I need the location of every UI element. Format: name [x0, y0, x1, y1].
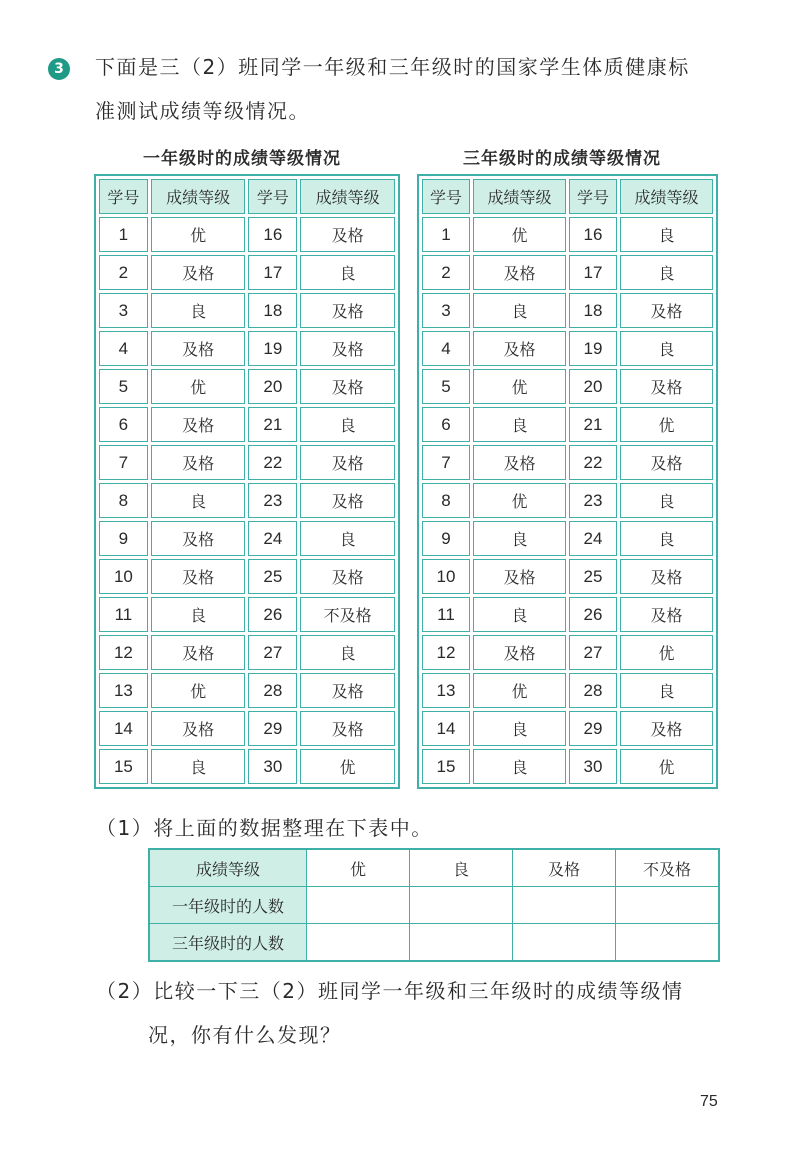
table-row	[99, 635, 395, 670]
student-id-cell: 5	[422, 369, 470, 404]
grade-cell: 优	[620, 635, 713, 670]
grade-cell: 良	[620, 483, 713, 518]
summary-header-excellent: 优	[307, 849, 410, 887]
table-row	[99, 521, 395, 556]
student-id-cell: 24	[248, 521, 297, 556]
table-row	[422, 331, 713, 366]
grade-cell: 及格	[473, 635, 566, 670]
student-id-cell: 5	[99, 369, 148, 404]
student-id-cell: 21	[569, 407, 617, 442]
student-id-cell: 3	[422, 293, 470, 328]
header-student-id: 学号	[422, 179, 470, 214]
grade-cell: 优	[151, 217, 246, 252]
grade-cell: 良	[473, 597, 566, 632]
table-row	[99, 293, 395, 328]
table-row	[422, 293, 713, 328]
student-id-cell: 6	[422, 407, 470, 442]
table-row	[422, 597, 713, 632]
grade-cell: 及格	[300, 711, 395, 746]
grade-table-year1	[94, 174, 400, 789]
student-id-cell: 6	[99, 407, 148, 442]
grade-cell: 优	[473, 673, 566, 708]
header-student-id: 学号	[248, 179, 297, 214]
grade-cell: 优	[151, 369, 246, 404]
table-row	[422, 521, 713, 556]
grade-cell: 优	[151, 673, 246, 708]
header-student-id: 学号	[99, 179, 148, 214]
summary-answer-cell[interactable]	[410, 924, 513, 962]
student-id-cell: 22	[248, 445, 297, 480]
student-id-cell: 15	[99, 749, 148, 784]
student-id-cell: 21	[248, 407, 297, 442]
header-grade: 成绩等级	[300, 179, 395, 214]
table-row	[99, 749, 395, 784]
student-id-cell: 27	[248, 635, 297, 670]
student-id-cell: 4	[99, 331, 148, 366]
summary-header-row	[149, 849, 719, 887]
grade-cell: 及格	[620, 711, 713, 746]
table-row	[422, 255, 713, 290]
table-row	[422, 635, 713, 670]
student-id-cell: 2	[99, 255, 148, 290]
grade-cell: 及格	[300, 293, 395, 328]
grade-cell: 及格	[151, 711, 246, 746]
header-grade: 成绩等级	[151, 179, 246, 214]
grade-cell: 及格	[300, 331, 395, 366]
summary-header-pass: 及格	[513, 849, 616, 887]
table-row	[99, 711, 395, 746]
header-grade: 成绩等级	[473, 179, 566, 214]
grade-cell: 及格	[300, 483, 395, 518]
student-id-cell: 3	[99, 293, 148, 328]
intro-line-1: 下面是三（2）班同学一年级和三年级时的国家学生体质健康标	[95, 55, 690, 79]
table-row	[99, 483, 395, 518]
student-id-cell: 18	[248, 293, 297, 328]
grade-cell: 及格	[300, 445, 395, 480]
student-id-cell: 23	[248, 483, 297, 518]
grade-cell: 良	[620, 217, 713, 252]
table-row	[99, 331, 395, 366]
student-id-cell: 17	[248, 255, 297, 290]
table-row	[99, 559, 395, 594]
summary-table	[148, 848, 720, 962]
student-id-cell: 25	[248, 559, 297, 594]
table-header-row	[422, 179, 713, 214]
grade-cell: 及格	[300, 673, 395, 708]
summary-answer-cell[interactable]	[513, 887, 616, 924]
summary-header-good: 良	[410, 849, 513, 887]
student-id-cell: 14	[422, 711, 470, 746]
summary-header-grade: 成绩等级	[149, 849, 307, 887]
grade-cell: 及格	[620, 445, 713, 480]
summary-answer-cell[interactable]	[307, 887, 410, 924]
student-id-cell: 17	[569, 255, 617, 290]
grade-cell: 优	[473, 217, 566, 252]
summary-row-label-year3: 三年级时的人数	[149, 924, 307, 962]
summary-answer-cell[interactable]	[307, 924, 410, 962]
summary-row-year3	[149, 924, 719, 962]
student-id-cell: 29	[569, 711, 617, 746]
grade-cell: 及格	[300, 369, 395, 404]
page-number: 75	[700, 1093, 718, 1110]
table-row	[422, 559, 713, 594]
grade-cell: 及格	[620, 559, 713, 594]
grade-cell: 良	[620, 255, 713, 290]
summary-answer-cell[interactable]	[410, 887, 513, 924]
student-id-cell: 24	[569, 521, 617, 556]
student-id-cell: 16	[248, 217, 297, 252]
table-row	[422, 217, 713, 252]
summary-row-year1	[149, 887, 719, 924]
grade-cell: 良	[620, 521, 713, 556]
table-row	[422, 483, 713, 518]
student-id-cell: 27	[569, 635, 617, 670]
student-id-cell: 20	[569, 369, 617, 404]
table-row	[99, 255, 395, 290]
grade-cell: 良	[151, 293, 246, 328]
grade-cell: 良	[300, 407, 395, 442]
student-id-cell: 11	[99, 597, 148, 632]
grade-cell: 及格	[151, 331, 246, 366]
table-row	[99, 597, 395, 632]
grade-cell: 良	[473, 521, 566, 556]
student-id-cell: 29	[248, 711, 297, 746]
table-row	[422, 407, 713, 442]
grade-cell: 及格	[620, 597, 713, 632]
grade-cell: 及格	[151, 407, 246, 442]
grade-cell: 及格	[473, 445, 566, 480]
student-id-cell: 18	[569, 293, 617, 328]
student-id-cell: 23	[569, 483, 617, 518]
student-id-cell: 15	[422, 749, 470, 784]
header-grade: 成绩等级	[620, 179, 713, 214]
student-id-cell: 19	[248, 331, 297, 366]
grade-cell: 优	[300, 749, 395, 784]
grade-cell: 优	[473, 369, 566, 404]
grade-cell: 及格	[151, 559, 246, 594]
summary-answer-cell[interactable]	[513, 924, 616, 962]
student-id-cell: 13	[422, 673, 470, 708]
table-row	[422, 711, 713, 746]
table-header-row	[99, 179, 395, 214]
grade-cell: 及格	[473, 331, 566, 366]
student-id-cell: 30	[569, 749, 617, 784]
student-id-cell: 1	[99, 217, 148, 252]
student-id-cell: 7	[99, 445, 148, 480]
student-id-cell: 26	[248, 597, 297, 632]
student-id-cell: 4	[422, 331, 470, 366]
student-id-cell: 10	[99, 559, 148, 594]
grade-cell: 及格	[151, 255, 246, 290]
student-id-cell: 30	[248, 749, 297, 784]
grade-cell: 优	[620, 749, 713, 784]
grade-cell: 及格	[473, 255, 566, 290]
student-id-cell: 22	[569, 445, 617, 480]
summary-row-label-year1: 一年级时的人数	[149, 887, 307, 924]
student-id-cell: 26	[569, 597, 617, 632]
student-id-cell: 25	[569, 559, 617, 594]
grade-cell: 及格	[620, 293, 713, 328]
intro-line-2: 准测试成绩等级情况。	[95, 99, 310, 123]
grade-cell: 优	[473, 483, 566, 518]
grade-cell: 良	[151, 483, 246, 518]
student-id-cell: 12	[422, 635, 470, 670]
grade-cell: 良	[473, 711, 566, 746]
grade-cell: 良	[300, 521, 395, 556]
grade-cell: 良	[300, 635, 395, 670]
grade-table-year3	[417, 174, 718, 789]
grade-cell: 良	[620, 331, 713, 366]
table-row	[99, 673, 395, 708]
student-id-cell: 9	[99, 521, 148, 556]
student-id-cell: 16	[569, 217, 617, 252]
table-row	[99, 407, 395, 442]
grade-cell: 不及格	[300, 597, 395, 632]
table2-title: 三年级时的成绩等级情况	[463, 149, 661, 169]
student-id-cell: 7	[422, 445, 470, 480]
grade-cell: 良	[300, 255, 395, 290]
student-id-cell: 10	[422, 559, 470, 594]
grade-cell: 及格	[300, 559, 395, 594]
student-id-cell: 13	[99, 673, 148, 708]
student-id-cell: 8	[99, 483, 148, 518]
table-row	[422, 749, 713, 784]
sub-question-1: （1）将上面的数据整理在下表中。	[96, 816, 433, 840]
sub-question-2-line-2: 况，你有什么发现？	[148, 1023, 342, 1047]
table-row	[422, 445, 713, 480]
student-id-cell: 11	[422, 597, 470, 632]
student-id-cell: 8	[422, 483, 470, 518]
table-row	[99, 369, 395, 404]
student-id-cell: 28	[569, 673, 617, 708]
grade-cell: 良	[473, 407, 566, 442]
table-row	[422, 673, 713, 708]
grade-cell: 优	[620, 407, 713, 442]
grade-cell: 及格	[300, 217, 395, 252]
question-number-badge: 3	[48, 58, 70, 80]
student-id-cell: 14	[99, 711, 148, 746]
grade-cell: 及格	[151, 635, 246, 670]
summary-answer-cell[interactable]	[616, 887, 720, 924]
student-id-cell: 28	[248, 673, 297, 708]
grade-cell: 及格	[151, 445, 246, 480]
table-row	[422, 369, 713, 404]
student-id-cell: 1	[422, 217, 470, 252]
summary-answer-cell[interactable]	[616, 924, 720, 962]
grade-cell: 及格	[151, 521, 246, 556]
grade-cell: 良	[473, 749, 566, 784]
grade-cell: 良	[151, 749, 246, 784]
student-id-cell: 9	[422, 521, 470, 556]
grade-cell: 良	[473, 293, 566, 328]
grade-cell: 良	[620, 673, 713, 708]
header-student-id: 学号	[569, 179, 617, 214]
student-id-cell: 12	[99, 635, 148, 670]
student-id-cell: 20	[248, 369, 297, 404]
grade-cell: 及格	[620, 369, 713, 404]
sub-question-2-line-1: （2）比较一下三（2）班同学一年级和三年级时的成绩等级情	[96, 979, 684, 1003]
table1-title: 一年级时的成绩等级情况	[143, 149, 341, 169]
table-row	[99, 445, 395, 480]
table-row	[99, 217, 395, 252]
student-id-cell: 19	[569, 331, 617, 366]
student-id-cell: 2	[422, 255, 470, 290]
grade-cell: 及格	[473, 559, 566, 594]
summary-header-fail: 不及格	[616, 849, 720, 887]
grade-cell: 良	[151, 597, 246, 632]
